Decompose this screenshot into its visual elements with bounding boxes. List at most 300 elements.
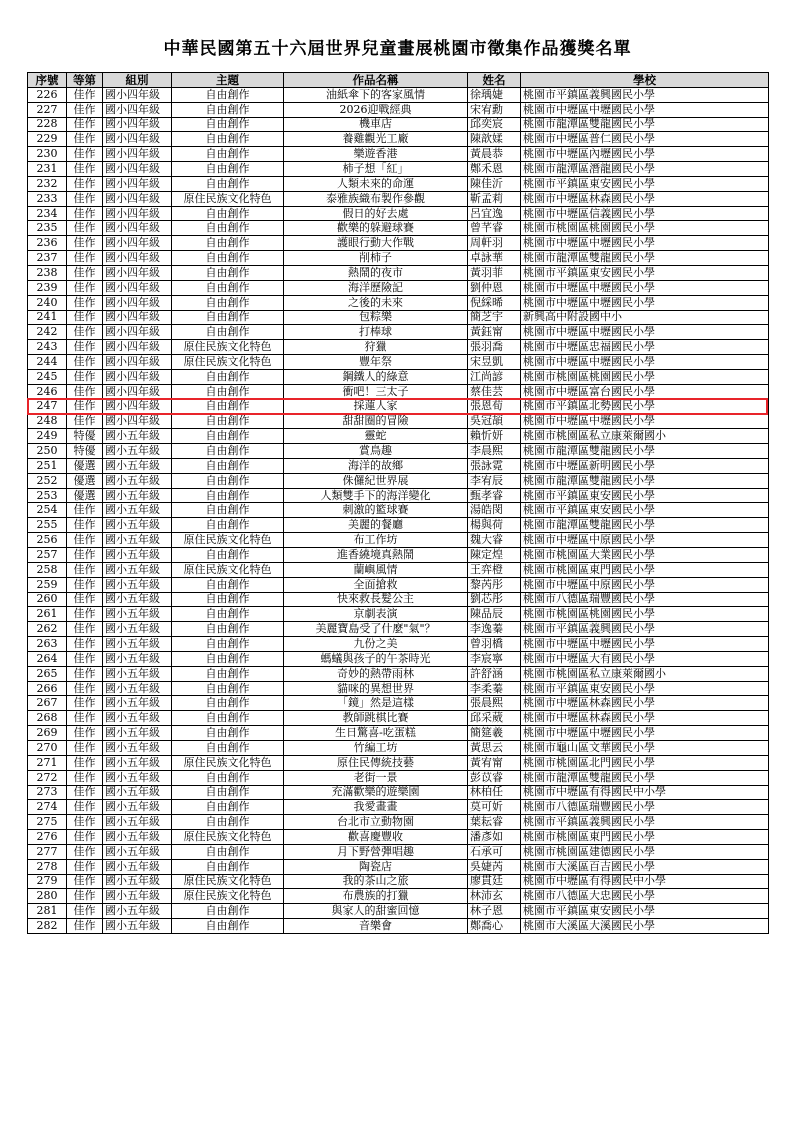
- rank-cell: 佳作: [67, 726, 103, 741]
- artwork-title-cell: 柿子想「紅」: [284, 162, 468, 177]
- theme-cell: 原住民族文化特色: [172, 191, 284, 206]
- name-cell: 宋昱凱: [468, 355, 521, 370]
- school-cell: 桃園市中壢區大有國民小學: [521, 651, 769, 666]
- artwork-title-cell: 削柿子: [284, 251, 468, 266]
- table-row: [28, 889, 769, 904]
- serial-cell: 255: [28, 518, 67, 533]
- rank-cell: 佳作: [67, 310, 103, 325]
- name-cell: 曾羽橋: [468, 637, 521, 652]
- group-cell: 國小五年級: [103, 622, 172, 637]
- artwork-title-cell: 快來救長髮公主: [284, 592, 468, 607]
- artwork-title-cell: 機車店: [284, 117, 468, 132]
- school-cell: 桃園市中壢區中壢國民小學: [521, 236, 769, 251]
- school-cell: 桃園市中壢區富台國民小學: [521, 384, 769, 399]
- artwork-title-cell: 充滿歡樂的遊樂園: [284, 785, 468, 800]
- table-row: [28, 533, 769, 548]
- artwork-title-cell: 蘭嶼風情: [284, 562, 468, 577]
- group-cell: 國小五年級: [103, 458, 172, 473]
- theme-cell: 自由創作: [172, 176, 284, 191]
- artwork-title-cell: 美麗的餐廳: [284, 518, 468, 533]
- name-cell: 吳婕芮: [468, 859, 521, 874]
- serial-cell: 226: [28, 87, 67, 102]
- school-cell: 桃園市平鎮區東安國民小學: [521, 904, 769, 919]
- name-cell: 葉耘睿: [468, 815, 521, 830]
- school-cell: 桃園市大溪區大溪國民小學: [521, 919, 769, 934]
- header-theme: 主題: [172, 73, 284, 88]
- name-cell: 林柏任: [468, 785, 521, 800]
- theme-cell: 自由創作: [172, 384, 284, 399]
- rank-cell: 佳作: [67, 206, 103, 221]
- artwork-title-cell: 貓咪的異想世界: [284, 681, 468, 696]
- school-cell: 桃園市平鎮區東安國民小學: [521, 488, 769, 503]
- rank-cell: 佳作: [67, 755, 103, 770]
- serial-cell: 265: [28, 666, 67, 681]
- serial-cell: 239: [28, 280, 67, 295]
- school-cell: 桃園市中壢區普仁國民小學: [521, 132, 769, 147]
- rank-cell: 佳作: [67, 904, 103, 919]
- table-row: [28, 325, 769, 340]
- school-cell: 桃園市中壢區林森國民小學: [521, 696, 769, 711]
- header-artwork-title: 作品名稱: [284, 73, 468, 88]
- table-row: [28, 800, 769, 815]
- group-cell: 國小五年級: [103, 488, 172, 503]
- rank-cell: 佳作: [67, 785, 103, 800]
- serial-cell: 253: [28, 488, 67, 503]
- table-row: [28, 681, 769, 696]
- group-cell: 國小五年級: [103, 562, 172, 577]
- rank-cell: 佳作: [67, 622, 103, 637]
- name-cell: 廖貫廷: [468, 874, 521, 889]
- serial-cell: 246: [28, 384, 67, 399]
- rank-cell: 佳作: [67, 340, 103, 355]
- group-cell: 國小五年級: [103, 874, 172, 889]
- name-cell: 潘彥如: [468, 830, 521, 845]
- group-cell: 國小五年級: [103, 548, 172, 563]
- school-cell: 桃園市中壢區林森國民小學: [521, 191, 769, 206]
- serial-cell: 249: [28, 429, 67, 444]
- rank-cell: 佳作: [67, 87, 103, 102]
- rank-cell: 佳作: [67, 265, 103, 280]
- school-cell: 桃園市龍潭區雙龍國民小學: [521, 251, 769, 266]
- serial-cell: 261: [28, 607, 67, 622]
- serial-cell: 229: [28, 132, 67, 147]
- artwork-title-cell: 包粽樂: [284, 310, 468, 325]
- serial-cell: 233: [28, 191, 67, 206]
- artwork-title-cell: 京劇表演: [284, 607, 468, 622]
- name-cell: 陳定煌: [468, 548, 521, 563]
- rank-cell: 佳作: [67, 176, 103, 191]
- artwork-title-cell: 螞蟻與孩子的午茶時光: [284, 651, 468, 666]
- school-cell: 桃園市龍潭區雙龍國民小學: [521, 518, 769, 533]
- rank-cell: 佳作: [67, 399, 103, 414]
- artwork-title-cell: 台北市立動物園: [284, 815, 468, 830]
- serial-cell: 241: [28, 310, 67, 325]
- theme-cell: 自由創作: [172, 473, 284, 488]
- artwork-title-cell: 打棒球: [284, 325, 468, 340]
- group-cell: 國小五年級: [103, 844, 172, 859]
- table-row: [28, 399, 769, 414]
- artwork-title-cell: 全面搶救: [284, 577, 468, 592]
- name-cell: 彭苡睿: [468, 770, 521, 785]
- table-row: [28, 384, 769, 399]
- school-cell: 桃園市平鎮區東安國民小學: [521, 176, 769, 191]
- rank-cell: 佳作: [67, 236, 103, 251]
- serial-cell: 237: [28, 251, 67, 266]
- artwork-title-cell: 教師跳棋比賽: [284, 711, 468, 726]
- name-cell: 鄭禾恩: [468, 162, 521, 177]
- theme-cell: 自由創作: [172, 369, 284, 384]
- rank-cell: 佳作: [67, 117, 103, 132]
- school-cell: 桃園市桃園區東門國民小學: [521, 830, 769, 845]
- group-cell: 國小四年級: [103, 87, 172, 102]
- group-cell: 國小四年級: [103, 399, 172, 414]
- name-cell: 甄孝睿: [468, 488, 521, 503]
- group-cell: 國小五年級: [103, 533, 172, 548]
- table-row: [28, 355, 769, 370]
- school-cell: 桃園市八德區大忠國民小學: [521, 889, 769, 904]
- table-row: [28, 191, 769, 206]
- table-row: [28, 162, 769, 177]
- name-cell: 陳品辰: [468, 607, 521, 622]
- rank-cell: 佳作: [67, 132, 103, 147]
- school-cell: 桃園市中壢區中壢國民小學: [521, 414, 769, 429]
- theme-cell: 原住民族文化特色: [172, 355, 284, 370]
- artwork-title-cell: 熱鬧的夜市: [284, 265, 468, 280]
- serial-cell: 236: [28, 236, 67, 251]
- name-cell: 李逸蓁: [468, 622, 521, 637]
- serial-cell: 247: [28, 399, 67, 414]
- serial-cell: 227: [28, 102, 67, 117]
- theme-cell: 自由創作: [172, 162, 284, 177]
- serial-cell: 252: [28, 473, 67, 488]
- serial-cell: 280: [28, 889, 67, 904]
- serial-cell: 266: [28, 681, 67, 696]
- name-cell: 陳佳沂: [468, 176, 521, 191]
- group-cell: 國小五年級: [103, 666, 172, 681]
- artwork-title-cell: 衝吧！三太子: [284, 384, 468, 399]
- group-cell: 國小五年級: [103, 785, 172, 800]
- rank-cell: 優選: [67, 458, 103, 473]
- header-serial: 序號: [28, 73, 67, 88]
- theme-cell: 原住民族文化特色: [172, 830, 284, 845]
- artwork-title-cell: 布工作坊: [284, 533, 468, 548]
- name-cell: 曾芊睿: [468, 221, 521, 236]
- artwork-title-cell: 之後的未來: [284, 295, 468, 310]
- group-cell: 國小四年級: [103, 310, 172, 325]
- artwork-title-cell: 月下野營彈唱趣: [284, 844, 468, 859]
- school-cell: 桃園市桃園區桃園國民小學: [521, 369, 769, 384]
- serial-cell: 282: [28, 919, 67, 934]
- theme-cell: 自由創作: [172, 236, 284, 251]
- table-row: [28, 102, 769, 117]
- serial-cell: 248: [28, 414, 67, 429]
- theme-cell: 自由創作: [172, 815, 284, 830]
- rank-cell: 佳作: [67, 162, 103, 177]
- theme-cell: 自由創作: [172, 265, 284, 280]
- table-row: [28, 696, 769, 711]
- group-cell: 國小四年級: [103, 369, 172, 384]
- school-cell: 桃園市中壢區內壢國民小學: [521, 147, 769, 162]
- rank-cell: 佳作: [67, 518, 103, 533]
- school-cell: 桃園市中壢區忠福國民小學: [521, 340, 769, 355]
- table-row: [28, 815, 769, 830]
- school-cell: 桃園市中壢區中原國民小學: [521, 577, 769, 592]
- name-cell: 王弈橙: [468, 562, 521, 577]
- rank-cell: 佳作: [67, 221, 103, 236]
- table-row: [28, 221, 769, 236]
- theme-cell: 自由創作: [172, 577, 284, 592]
- school-cell: 桃園市龍潭區雙龍國民小學: [521, 444, 769, 459]
- artwork-title-cell: 老街一景: [284, 770, 468, 785]
- rank-cell: 佳作: [67, 844, 103, 859]
- theme-cell: 自由創作: [172, 740, 284, 755]
- group-cell: 國小四年級: [103, 191, 172, 206]
- serial-cell: 230: [28, 147, 67, 162]
- school-cell: 桃園市中壢區有得國民中小學: [521, 785, 769, 800]
- name-cell: 宋宥勳: [468, 102, 521, 117]
- theme-cell: 自由創作: [172, 904, 284, 919]
- group-cell: 國小四年級: [103, 251, 172, 266]
- artwork-title-cell: 刺激的籃球賽: [284, 503, 468, 518]
- group-cell: 國小四年級: [103, 280, 172, 295]
- group-cell: 國小四年級: [103, 265, 172, 280]
- school-cell: 桃園市龍潭區雙龍國民小學: [521, 117, 769, 132]
- artwork-title-cell: 油紙傘下的客家風情: [284, 87, 468, 102]
- rank-cell: 佳作: [67, 577, 103, 592]
- name-cell: 徐瑀婕: [468, 87, 521, 102]
- serial-cell: 245: [28, 369, 67, 384]
- table-row: [28, 637, 769, 652]
- serial-cell: 240: [28, 295, 67, 310]
- table-row: [28, 295, 769, 310]
- rank-cell: 優選: [67, 473, 103, 488]
- artwork-title-cell: 甜甜圈的冒險: [284, 414, 468, 429]
- table-row: [28, 711, 769, 726]
- table-row: [28, 666, 769, 681]
- name-cell: 鄭喬心: [468, 919, 521, 934]
- rank-cell: 佳作: [67, 711, 103, 726]
- school-cell: 桃園市桃園區私立康萊爾國小: [521, 429, 769, 444]
- theme-cell: 原住民族文化特色: [172, 340, 284, 355]
- table-row: [28, 206, 769, 221]
- table-row: [28, 87, 769, 102]
- school-cell: 桃園市桃園區東門國民小學: [521, 562, 769, 577]
- school-cell: 桃園市龍潭區潛龍國民小學: [521, 162, 769, 177]
- name-cell: 張羽喬: [468, 340, 521, 355]
- theme-cell: 自由創作: [172, 681, 284, 696]
- theme-cell: 自由創作: [172, 696, 284, 711]
- group-cell: 國小四年級: [103, 206, 172, 221]
- group-cell: 國小五年級: [103, 637, 172, 652]
- school-cell: 桃園市中壢區中壢國民小學: [521, 325, 769, 340]
- group-cell: 國小四年級: [103, 176, 172, 191]
- header-name: 姓名: [468, 73, 521, 88]
- table-row: [28, 117, 769, 132]
- group-cell: 國小四年級: [103, 221, 172, 236]
- school-cell: 桃園市龍潭區雙龍國民小學: [521, 473, 769, 488]
- theme-cell: 原住民族文化特色: [172, 874, 284, 889]
- name-cell: 李宸寧: [468, 651, 521, 666]
- serial-cell: 243: [28, 340, 67, 355]
- school-cell: 桃園市桃園區桃園國民小學: [521, 221, 769, 236]
- award-list-table: [27, 72, 769, 934]
- serial-cell: 259: [28, 577, 67, 592]
- theme-cell: 自由創作: [172, 622, 284, 637]
- serial-cell: 268: [28, 711, 67, 726]
- rank-cell: 佳作: [67, 696, 103, 711]
- serial-cell: 232: [28, 176, 67, 191]
- artwork-title-cell: 狩獵: [284, 340, 468, 355]
- name-cell: 劉芯彤: [468, 592, 521, 607]
- table-row: [28, 518, 769, 533]
- school-cell: 桃園市中壢區中壢國民小學: [521, 102, 769, 117]
- rank-cell: 佳作: [67, 800, 103, 815]
- serial-cell: 254: [28, 503, 67, 518]
- theme-cell: 自由創作: [172, 399, 284, 414]
- name-cell: 陳歆媃: [468, 132, 521, 147]
- group-cell: 國小五年級: [103, 889, 172, 904]
- school-cell: 新興高中附設國中小: [521, 310, 769, 325]
- table-row: [28, 874, 769, 889]
- theme-cell: 自由創作: [172, 488, 284, 503]
- theme-cell: 自由創作: [172, 548, 284, 563]
- name-cell: 李柔蓁: [468, 681, 521, 696]
- rank-cell: 佳作: [67, 874, 103, 889]
- group-cell: 國小五年級: [103, 503, 172, 518]
- serial-cell: 271: [28, 755, 67, 770]
- school-cell: 桃園市平鎮區義興國民小學: [521, 622, 769, 637]
- serial-cell: 262: [28, 622, 67, 637]
- table-row: [28, 726, 769, 741]
- rank-cell: 佳作: [67, 355, 103, 370]
- group-cell: 國小四年級: [103, 162, 172, 177]
- rank-cell: 佳作: [67, 815, 103, 830]
- artwork-title-cell: 布農族的打獵: [284, 889, 468, 904]
- school-cell: 桃園市中壢區信義國民小學: [521, 206, 769, 221]
- theme-cell: 自由創作: [172, 444, 284, 459]
- group-cell: 國小五年級: [103, 770, 172, 785]
- theme-cell: 自由創作: [172, 280, 284, 295]
- name-cell: 魏大睿: [468, 533, 521, 548]
- name-cell: 莫可妡: [468, 800, 521, 815]
- serial-cell: 256: [28, 533, 67, 548]
- school-cell: 桃園市中壢區中壢國民小學: [521, 355, 769, 370]
- group-cell: 國小五年級: [103, 755, 172, 770]
- serial-cell: 244: [28, 355, 67, 370]
- rank-cell: 特優: [67, 429, 103, 444]
- group-cell: 國小四年級: [103, 147, 172, 162]
- table-row: [28, 740, 769, 755]
- table-row: [28, 310, 769, 325]
- serial-cell: 234: [28, 206, 67, 221]
- theme-cell: 自由創作: [172, 102, 284, 117]
- name-cell: 林沛玄: [468, 889, 521, 904]
- school-cell: 桃園市平鎮區北勢國民小學: [521, 399, 769, 414]
- rank-cell: 特優: [67, 444, 103, 459]
- header-group: 組別: [103, 73, 172, 88]
- group-cell: 國小四年級: [103, 236, 172, 251]
- theme-cell: 自由創作: [172, 859, 284, 874]
- group-cell: 國小四年級: [103, 102, 172, 117]
- artwork-title-cell: 靈蛇: [284, 429, 468, 444]
- theme-cell: 自由創作: [172, 800, 284, 815]
- name-cell: 黃羽菲: [468, 265, 521, 280]
- table-row: [28, 592, 769, 607]
- rank-cell: 佳作: [67, 681, 103, 696]
- header-rank: 等第: [67, 73, 103, 88]
- rank-cell: 佳作: [67, 592, 103, 607]
- theme-cell: 自由創作: [172, 919, 284, 934]
- artwork-title-cell: 侏儸紀世界展: [284, 473, 468, 488]
- serial-cell: 272: [28, 770, 67, 785]
- school-cell: 桃園市平鎮區義興國民小學: [521, 815, 769, 830]
- theme-cell: 自由創作: [172, 592, 284, 607]
- serial-cell: 257: [28, 548, 67, 563]
- theme-cell: 原住民族文化特色: [172, 889, 284, 904]
- group-cell: 國小五年級: [103, 518, 172, 533]
- rank-cell: 佳作: [67, 548, 103, 563]
- serial-cell: 231: [28, 162, 67, 177]
- group-cell: 國小五年級: [103, 429, 172, 444]
- group-cell: 國小四年級: [103, 117, 172, 132]
- serial-cell: 264: [28, 651, 67, 666]
- rank-cell: 佳作: [67, 251, 103, 266]
- theme-cell: 自由創作: [172, 206, 284, 221]
- artwork-title-cell: 音樂會: [284, 919, 468, 934]
- rank-cell: 優選: [67, 488, 103, 503]
- school-cell: 桃園市中壢區中壢國民小學: [521, 637, 769, 652]
- serial-cell: 276: [28, 830, 67, 845]
- school-cell: 桃園市桃園區桃園國民小學: [521, 607, 769, 622]
- table-row: [28, 770, 769, 785]
- theme-cell: 自由創作: [172, 132, 284, 147]
- serial-cell: 235: [28, 221, 67, 236]
- table-header-row: [28, 73, 769, 88]
- group-cell: 國小五年級: [103, 815, 172, 830]
- rank-cell: 佳作: [67, 325, 103, 340]
- artwork-title-cell: 賞鳥趣: [284, 444, 468, 459]
- name-cell: 張詠霓: [468, 458, 521, 473]
- name-cell: 邱采葳: [468, 711, 521, 726]
- rank-cell: 佳作: [67, 503, 103, 518]
- table-row: [28, 236, 769, 251]
- name-cell: 黃鈺甯: [468, 325, 521, 340]
- table-row: [28, 444, 769, 459]
- theme-cell: 自由創作: [172, 117, 284, 132]
- table-row: [28, 429, 769, 444]
- theme-cell: 自由創作: [172, 844, 284, 859]
- name-cell: 林子恩: [468, 904, 521, 919]
- table-row: [28, 473, 769, 488]
- artwork-title-cell: 歡樂的躲避球賽: [284, 221, 468, 236]
- name-cell: 靳孟莉: [468, 191, 521, 206]
- name-cell: 呂宜逸: [468, 206, 521, 221]
- rank-cell: 佳作: [67, 889, 103, 904]
- rank-cell: 佳作: [67, 295, 103, 310]
- artwork-title-cell: 養雞觀光工廠: [284, 132, 468, 147]
- school-cell: 桃園市龜山區文華國民小學: [521, 740, 769, 755]
- group-cell: 國小五年級: [103, 830, 172, 845]
- serial-cell: 242: [28, 325, 67, 340]
- serial-cell: 267: [28, 696, 67, 711]
- name-cell: 許舒涵: [468, 666, 521, 681]
- rank-cell: 佳作: [67, 607, 103, 622]
- artwork-title-cell: 樂遊香港: [284, 147, 468, 162]
- table-row: [28, 755, 769, 770]
- artwork-title-cell: 歡喜慶豐收: [284, 830, 468, 845]
- rank-cell: 佳作: [67, 859, 103, 874]
- table-row: [28, 458, 769, 473]
